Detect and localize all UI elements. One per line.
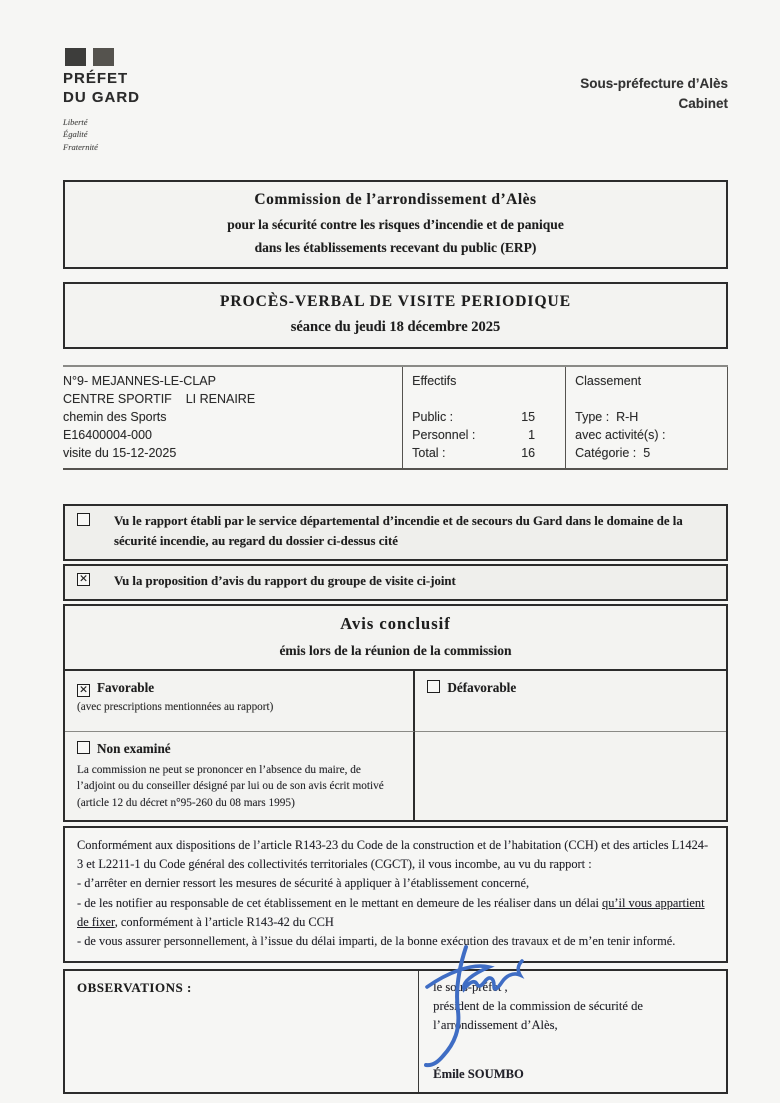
non-examine-ref: (article 12 du décret n°95-260 du 08 mars 1995) <box>77 796 295 809</box>
logo-mark-right <box>93 48 114 66</box>
avis-title: Avis conclusif <box>340 613 451 633</box>
favorable-option <box>77 679 401 697</box>
observations-box <box>63 969 728 1094</box>
establishment-name: CENTRE SPORTIF LI RENAIRE <box>63 391 256 406</box>
establishment-id: E16400004-000 <box>63 428 152 443</box>
non-examine-label: Non examiné <box>97 740 171 756</box>
signature-title-1: le sous-préfet , <box>433 980 508 995</box>
avis-empty-cell <box>415 731 726 820</box>
page-header <box>63 48 728 154</box>
effectifs-personnel-value: 1 <box>528 428 536 442</box>
checkbox-checked-icon: ✕ <box>77 573 90 586</box>
checkbox-unchecked-icon <box>77 741 90 754</box>
effectifs-public-value: 15 <box>521 409 536 424</box>
vu-item-proposition-avis <box>63 564 728 601</box>
establishment-info-table <box>63 365 728 471</box>
legal-item-3: - de vous assurer personnellement, à l’issue du délai imparti, de la bonne exécution des travaux et de m’en tenir informé. <box>77 933 676 948</box>
favorable-note: (avec prescriptions mentionnées au rapport) <box>77 700 274 713</box>
avis-header <box>65 606 726 669</box>
classement-categorie: Catégorie : 5 <box>575 446 651 461</box>
effectifs-personnel-row <box>412 426 557 444</box>
legal-item-2 <box>77 894 714 932</box>
effectifs-public-row <box>412 408 557 426</box>
avis-grid <box>65 669 726 820</box>
checkbox-checked-icon: ✕ <box>77 684 90 697</box>
avis-favorable-cell <box>65 669 415 731</box>
effectifs-title: Effectifs <box>412 373 457 388</box>
defavorable-label: Défavorable <box>447 679 517 695</box>
vu-section <box>63 504 728 600</box>
non-examine-option <box>77 740 401 758</box>
effectifs-public-label: Public : <box>412 409 454 424</box>
republic-motto <box>63 116 140 154</box>
commission-subtitle-2: dans les établissements recevant du public (ERP) <box>254 239 537 255</box>
signature-title-3: l’arrondissement d’Alès, <box>433 1017 558 1032</box>
non-examine-body <box>77 762 401 811</box>
checkbox-unchecked-icon <box>427 680 440 693</box>
effectifs-column <box>402 367 565 469</box>
legal-item-2-post: , conformément à l’article R143-42 du CCH <box>114 914 334 929</box>
effectifs-personnel-label: Personnel : <box>412 428 476 442</box>
marianne-logo-icon <box>65 48 140 66</box>
non-examine-text: La commission ne peut se prononcer en l’absence du maire, de l’adjoint ou du conseiller désigné par lui ou de son avis écrit motivé <box>77 763 384 793</box>
pv-title-box <box>63 282 728 349</box>
legal-item-2-pre: - de les notifier au responsable de cet établissement en le mettant en demeure de les réaliser dans un délai <box>77 895 603 910</box>
observations-label: OBSERVATIONS : <box>77 980 192 996</box>
commission-title: Commission de l’arrondissement d’Alès <box>254 190 537 208</box>
motto-egalite: Égalité <box>63 129 88 140</box>
avis-defavorable-cell <box>415 669 726 731</box>
effectifs-total-row <box>412 444 557 462</box>
vu-item-text: Vu le rapport établi par le service départemental d’incendie et de secours du Gard dans le domaine de la sécurité incendie, au regard du dossier ci-dessus cité <box>114 514 683 549</box>
establishment-details <box>63 367 402 469</box>
effectifs-total-label: Total : <box>412 446 446 461</box>
commission-title-box <box>63 180 728 269</box>
classement-type: Type : R-H <box>575 409 639 424</box>
prefet-logo <box>63 48 140 154</box>
logo-mark-left <box>65 48 86 66</box>
pv-title: PROCÈS-VERBAL DE VISITE PERIODIQUE <box>219 292 572 310</box>
legal-item-2-underlined: qu’il vous appartient de fixer <box>77 895 705 929</box>
defavorable-option <box>427 679 714 697</box>
legal-paragraph-box <box>63 826 728 963</box>
avis-subtitle: émis lors de la réunion de la commission <box>279 642 512 658</box>
office-line-1: Sous-préfecture d’Alès <box>580 76 728 91</box>
visit-date: visite du 15-12-2025 <box>63 446 177 461</box>
vu-item-text: Vu la proposition d’avis du rapport du groupe de visite ci-joint <box>114 574 456 589</box>
pv-session-date: séance du jeudi 18 décembre 2025 <box>290 318 501 335</box>
avis-non-examine-cell <box>65 731 415 820</box>
signature-cell <box>419 971 726 1092</box>
signature-title-2: président de la commission de sécurité de <box>433 999 644 1014</box>
effectifs-total-value: 16 <box>521 446 536 461</box>
legal-item-1: - d’arrêter en dernier ressort les mesures de sécurité à appliquer à l’établissement concerné, <box>77 876 530 891</box>
logo-line-prefet: PRÉFET <box>63 70 129 87</box>
motto-fraternite: Fraternité <box>63 142 98 152</box>
observations-cell <box>65 971 419 1092</box>
office-line-2: Cabinet <box>678 95 728 111</box>
vu-item-rapport-sdis <box>63 504 728 561</box>
classement-column <box>565 367 728 469</box>
classement-activites: avec activité(s) : <box>575 428 666 442</box>
legal-intro: Conformément aux dispositions de l’article R143-23 du Code de la construction et de l’habitation (CCH) et des articles L1424-3 et L2211-1 du Code général des collectivités territoriales (CGCT), il vous incombe, au vu du rapport : <box>77 837 709 872</box>
classement-title: Classement <box>575 373 642 388</box>
establishment-number-city: N°9- MEJANNES-LE-CLAP <box>63 373 216 388</box>
logo-line-gard: DU GARD <box>63 88 140 106</box>
checkbox-unchecked-icon <box>77 513 90 526</box>
motto-liberte: Liberté <box>63 116 88 127</box>
avis-conclusif-box <box>63 604 728 822</box>
issuing-office <box>580 74 728 113</box>
favorable-label: Favorable <box>97 679 155 695</box>
signatory-name: Émile SOUMBO <box>433 1066 524 1081</box>
establishment-address: chemin des Sports <box>63 410 167 424</box>
commission-subtitle-1: pour la sécurité contre les risques d’incendie et de panique <box>227 216 564 232</box>
